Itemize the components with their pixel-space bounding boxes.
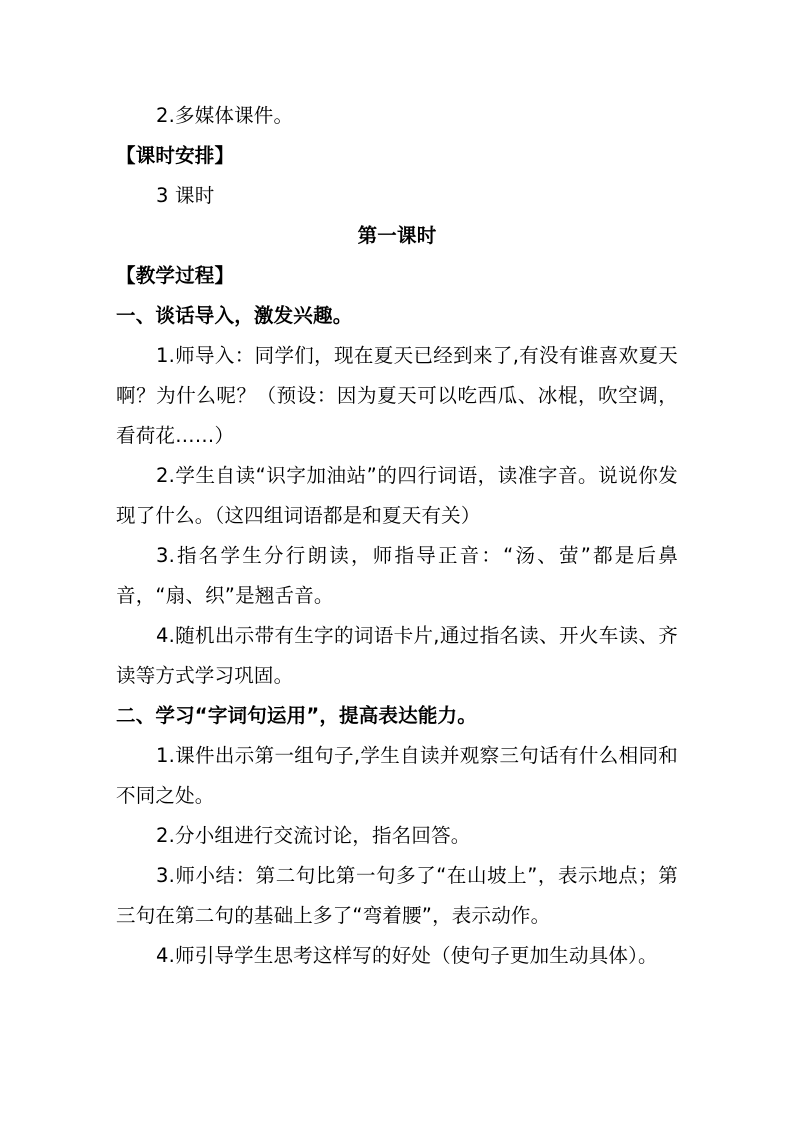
paragraph-2-3: 3.师小结：第二句比第一句多了“在山坡上”，表示地点；第三句在第二句的基础上多了“弯着腰”，表示动作。 — [116, 864, 678, 927]
paragraph-2-4: 4.师引导学生思考这样写的好处（使句子更加生动具体）。 — [156, 944, 658, 967]
heading-section-one: 一、谈话导入，激发兴趣。 — [116, 304, 353, 327]
heading-teaching-process: 【教学过程】 — [116, 264, 235, 287]
paragraph-class-count: 3 课时 — [156, 184, 215, 207]
paragraph-1-3: 3.指名学生分行朗读，师指导正音：“汤、萤”都是后鼻音，“扇、织”是翘舌音。 — [116, 544, 678, 607]
heading-section-two: 二、学习“字词句运用”，提高表达能力。 — [116, 704, 477, 727]
document-body — [116, 96, 678, 976]
paragraph-materials-item-2: 2.多媒体课件。 — [156, 104, 294, 127]
paragraph-2-1: 1.课件出示第一组句子,学生自读并观察三句话有什么相同和不同之处。 — [116, 744, 678, 807]
paragraph-1-1: 1.师导入：同学们，现在夏天已经到来了,有没有谁喜欢夏天啊？为什么呢？（预设：因为夏天可以吃西瓜、冰棍，吹空调，看荷花……） — [116, 344, 678, 447]
paragraph-1-4: 4.随机出示带有生字的词语卡片,通过指名读、开火车读、齐读等方式学习巩固。 — [116, 624, 678, 687]
heading-class-schedule: 【课时安排】 — [116, 144, 235, 167]
heading-lesson-one: 第一课时 — [357, 224, 437, 247]
paragraph-2-2: 2.分小组进行交流讨论，指名回答。 — [156, 824, 471, 847]
paragraph-1-2: 2.学生自读“识字加油站”的四行词语，读准字音。说说你发现了什么。（这四组词语都是和夏天有关） — [116, 464, 678, 527]
